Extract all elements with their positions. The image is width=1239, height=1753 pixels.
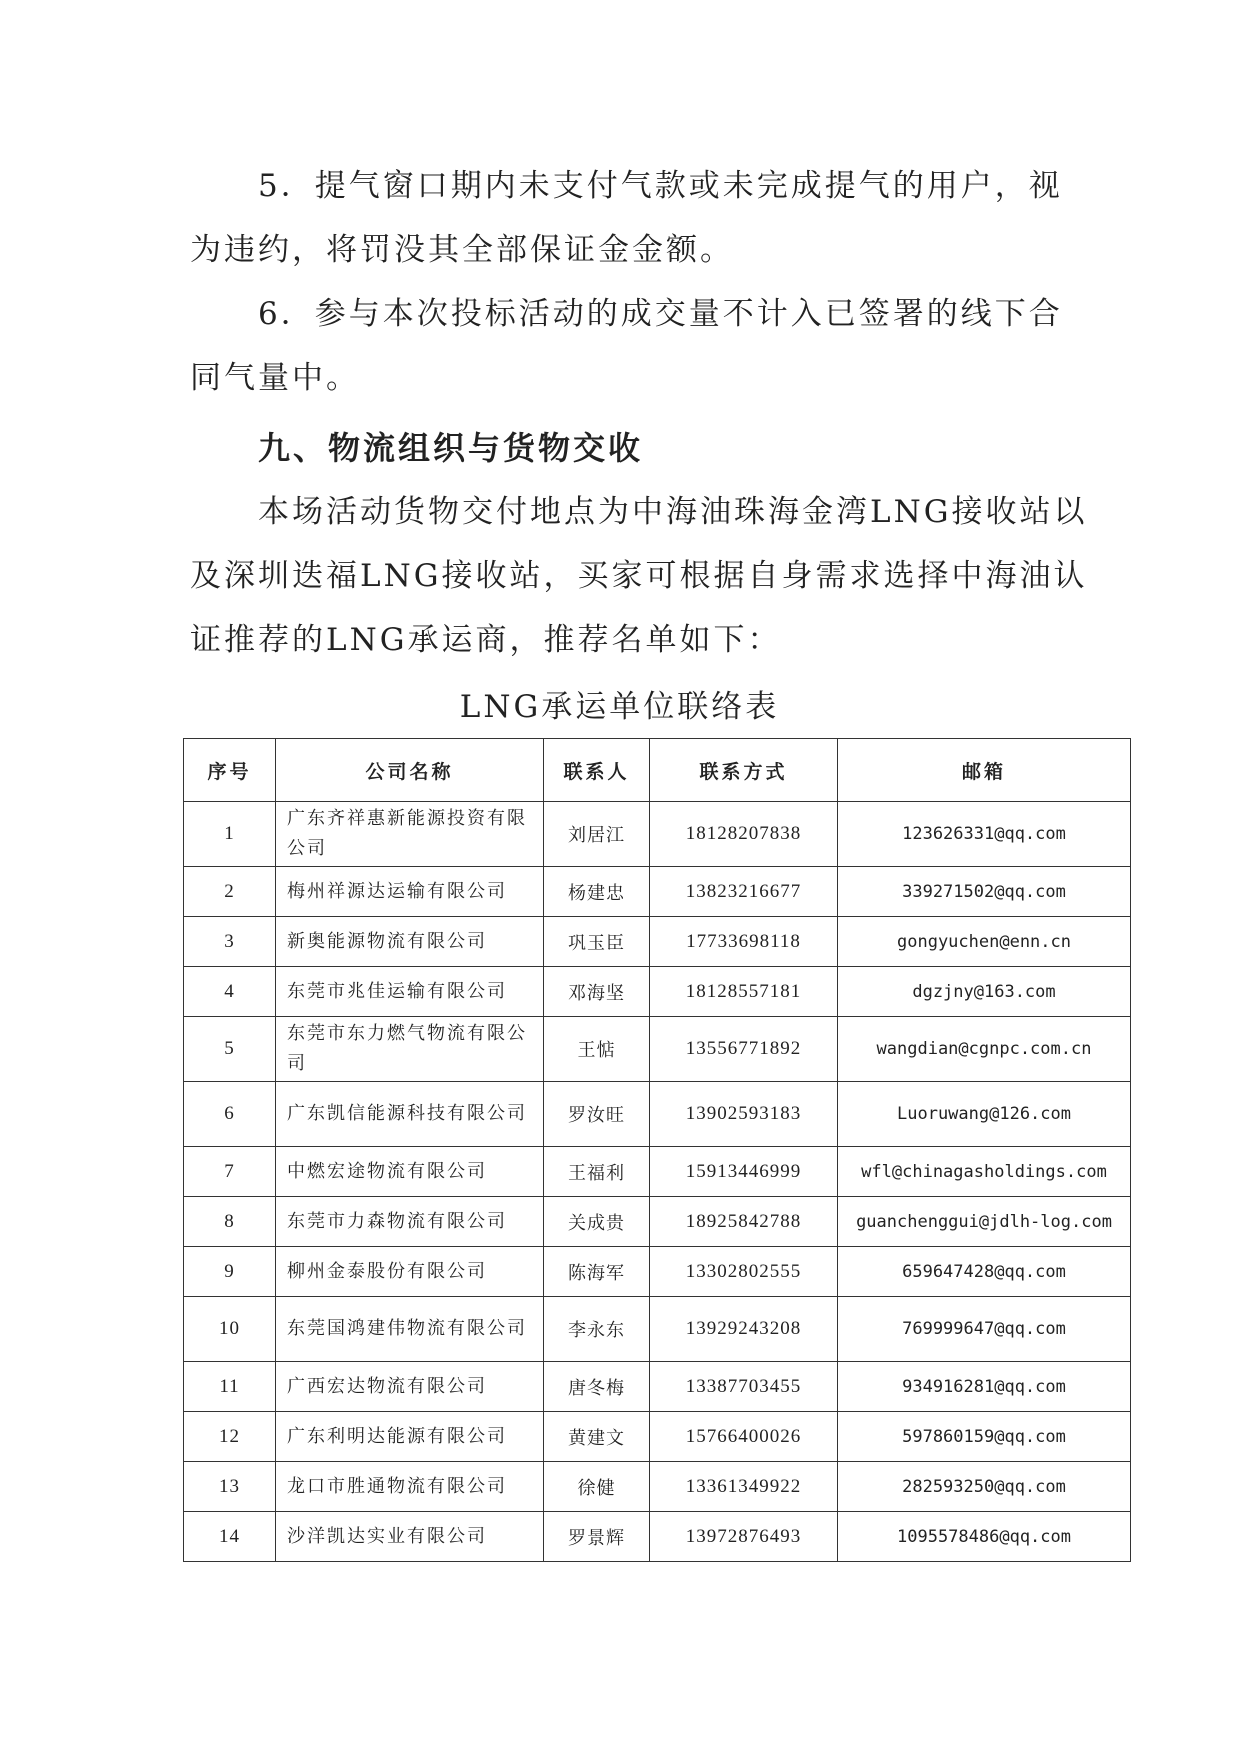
cell-phone: 13902593183 (650, 1082, 838, 1147)
table-row (184, 1197, 1131, 1247)
cell-index: 14 (184, 1512, 276, 1562)
cell-index: 6 (184, 1082, 276, 1147)
cell-email: 339271502@qq.com (838, 867, 1131, 917)
cell-phone: 13302802555 (650, 1247, 838, 1297)
cell-index: 8 (184, 1197, 276, 1247)
table-row (184, 802, 1131, 867)
header-phone: 联系方式 (650, 739, 838, 802)
cell-contact: 罗汝旺 (544, 1082, 650, 1147)
cell-contact: 杨建忠 (544, 867, 650, 917)
cell-contact: 刘居江 (544, 802, 650, 867)
cell-phone: 18128207838 (650, 802, 838, 867)
table-row (184, 1297, 1131, 1362)
cell-index: 7 (184, 1147, 276, 1197)
cell-email: Luoruwang@126.com (838, 1082, 1131, 1147)
header-contact: 联系人 (544, 739, 650, 802)
paragraph-6: 6．参与本次投标活动的成交量不计入已签署的线下合同气量中。 (190, 296, 1063, 396)
cell-contact: 李永东 (544, 1297, 650, 1362)
cell-company: 广东利明达能源有限公司 (276, 1412, 544, 1462)
table-row (184, 1362, 1131, 1412)
cell-email: gongyuchen@enn.cn (838, 917, 1131, 967)
cell-email: guanchenggui@jdlh-log.com (838, 1197, 1131, 1247)
cell-contact: 巩玉臣 (544, 917, 650, 967)
cell-contact: 黄建文 (544, 1412, 650, 1462)
cell-email: dgzjny@163.com (838, 967, 1131, 1017)
table-row (184, 917, 1131, 967)
cell-company: 东莞市力森物流有限公司 (276, 1197, 544, 1247)
header-index: 序号 (184, 739, 276, 802)
cell-index: 10 (184, 1297, 276, 1362)
cell-email: 659647428@qq.com (838, 1247, 1131, 1297)
cell-index: 11 (184, 1362, 276, 1412)
table-row (184, 1462, 1131, 1512)
cell-phone: 13387703455 (650, 1362, 838, 1412)
cell-index: 12 (184, 1412, 276, 1462)
table-row (184, 1412, 1131, 1462)
cell-company: 中燃宏途物流有限公司 (276, 1147, 544, 1197)
cell-phone: 13823216677 (650, 867, 838, 917)
cell-phone: 13556771892 (650, 1017, 838, 1082)
cell-phone: 13361349922 (650, 1462, 838, 1512)
cell-email: 1095578486@qq.com (838, 1512, 1131, 1562)
cell-contact: 王惦 (544, 1017, 650, 1082)
table-row (184, 1147, 1131, 1197)
cell-index: 2 (184, 867, 276, 917)
cell-phone: 18925842788 (650, 1197, 838, 1247)
cell-company: 新奥能源物流有限公司 (276, 917, 544, 967)
cell-email: 597860159@qq.com (838, 1412, 1131, 1462)
paragraph-logistics: 本场活动货物交付地点为中海油珠海金湾LNG接收站以及深圳迭福LNG接收站，买家可根据自身需求选择中海油认证推荐的LNG承运商，推荐名单如下： (190, 494, 1088, 658)
cell-contact: 罗景辉 (544, 1512, 650, 1562)
section-heading-9: 九、物流组织与货物交收 (258, 429, 644, 467)
cell-contact: 陈海军 (544, 1247, 650, 1297)
cell-index: 13 (184, 1462, 276, 1512)
cell-company: 广东凯信能源科技有限公司 (276, 1082, 544, 1147)
cell-index: 1 (184, 802, 276, 867)
carrier-contact-table (183, 738, 1131, 1562)
header-email: 邮箱 (838, 739, 1131, 802)
cell-email: wfl@chinagasholdings.com (838, 1147, 1131, 1197)
table-row (184, 1247, 1131, 1297)
cell-email: wangdian@cgnpc.com.cn (838, 1017, 1131, 1082)
cell-index: 4 (184, 967, 276, 1017)
cell-contact: 徐健 (544, 1462, 650, 1512)
cell-company: 东莞市东力燃气物流有限公司 (276, 1017, 544, 1082)
cell-phone: 13929243208 (650, 1297, 838, 1362)
cell-company: 梅州祥源达运输有限公司 (276, 867, 544, 917)
cell-email: 282593250@qq.com (838, 1462, 1131, 1512)
table-row (184, 1017, 1131, 1082)
table-title: LNG承运单位联络表 (459, 689, 780, 725)
cell-phone: 15766400026 (650, 1412, 838, 1462)
cell-contact: 关成贵 (544, 1197, 650, 1247)
cell-company: 广东齐祥惠新能源投资有限公司 (276, 802, 544, 867)
cell-company: 柳州金泰股份有限公司 (276, 1247, 544, 1297)
cell-company: 东莞国鸿建伟物流有限公司 (276, 1297, 544, 1362)
cell-phone: 13972876493 (650, 1512, 838, 1562)
cell-phone: 17733698118 (650, 917, 838, 967)
cell-email: 769999647@qq.com (838, 1297, 1131, 1362)
cell-index: 3 (184, 917, 276, 967)
table-row (184, 1512, 1131, 1562)
table-row (184, 1082, 1131, 1147)
cell-email: 123626331@qq.com (838, 802, 1131, 867)
header-company: 公司名称 (276, 739, 544, 802)
paragraph-5: 5．提气窗口期内未支付气款或未完成提气的用户，视为违约，将罚没其全部保证金金额。 (190, 168, 1063, 268)
cell-company: 广西宏达物流有限公司 (276, 1362, 544, 1412)
table-row (184, 967, 1131, 1017)
cell-phone: 15913446999 (650, 1147, 838, 1197)
cell-contact: 唐冬梅 (544, 1362, 650, 1412)
cell-contact: 王福利 (544, 1147, 650, 1197)
cell-company: 沙洋凯达实业有限公司 (276, 1512, 544, 1562)
cell-company: 龙口市胜通物流有限公司 (276, 1462, 544, 1512)
table-header-row (184, 739, 1131, 802)
table-row (184, 867, 1131, 917)
cell-phone: 18128557181 (650, 967, 838, 1017)
cell-index: 9 (184, 1247, 276, 1297)
cell-company: 东莞市兆佳运输有限公司 (276, 967, 544, 1017)
cell-contact: 邓海坚 (544, 967, 650, 1017)
cell-index: 5 (184, 1017, 276, 1082)
cell-email: 934916281@qq.com (838, 1362, 1131, 1412)
